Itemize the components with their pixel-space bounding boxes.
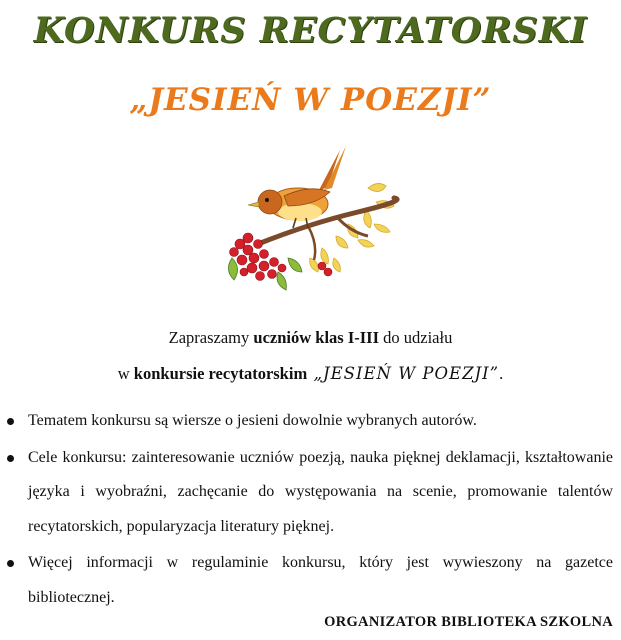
invitation-text: Zapraszamy <box>168 328 254 347</box>
list-item: Cele konkursu: zainteresowanie uczniów poezją, nauka pięknej deklamacji, kształtowanie języka i wyobraźni, zachęcanie do występowania na scenie, promowanie talentów recytatorskich, popularyzacja literatury pięknej. <box>0 441 621 545</box>
poster-subtitle: „JESIEŃ W POEZJI” <box>129 82 492 118</box>
poster-title: KONKURS RECYTATORSKI <box>33 10 588 51</box>
bird-on-rowan-branch-icon <box>218 140 402 300</box>
invitation-text: . <box>499 364 504 383</box>
list-item: Tematem konkursu są wiersze o jesieni dowolnie wybranych autorów. <box>0 404 621 439</box>
list-item: Więcej informacji w regulaminie konkursu, który jest wywieszony na gazetce bibliotecznej. <box>0 546 621 615</box>
info-list <box>0 404 621 617</box>
invitation-line-2 <box>0 364 621 384</box>
invitation-line-1 <box>0 328 621 348</box>
contest-name: „JESIEŃ W POEZJI” <box>307 364 500 383</box>
invitation-text: w <box>117 364 134 383</box>
organizer-signature: ORGANIZATOR BIBLIOTEKA SZKOLNA <box>324 614 613 630</box>
invitation-emphasis: uczniów klas I-III <box>253 328 380 347</box>
invitation-text: do udziału <box>379 328 453 347</box>
invitation-emphasis: konkursie recytatorskim <box>133 364 308 383</box>
